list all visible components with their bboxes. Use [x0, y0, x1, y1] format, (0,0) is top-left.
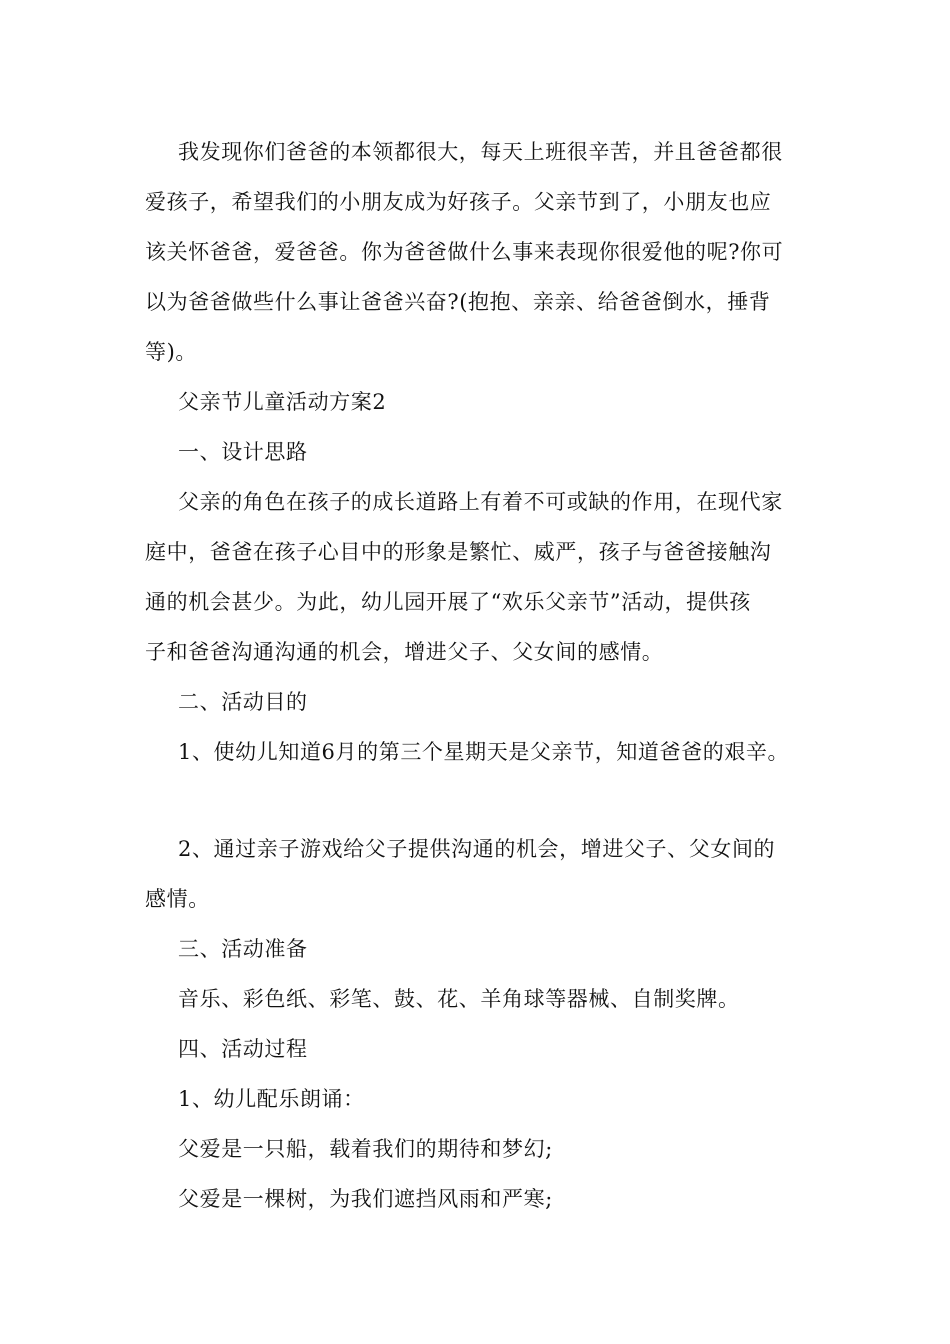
poem-line: 父爱是一棵树，为我们遮挡风雨和严寒; [178, 1187, 553, 1211]
paragraph-line: 庭中，爸爸在孩子心目中的形象是繁忙、威严，孩子与爸爸接触沟 [145, 540, 772, 564]
section-heading: 四、活动过程 [178, 1037, 308, 1061]
section-heading: 三、活动准备 [178, 937, 308, 961]
list-item: 1、使幼儿知道6月的第三个星期天是父亲节，知道爸爸的艰辛。 [178, 740, 790, 764]
paragraph-line: 爱孩子，希望我们的小朋友成为好孩子。父亲节到了，小朋友也应 [145, 190, 772, 214]
list-item: 2、通过亲子游戏给父子提供沟通的机会，增进父子、父女间的 [178, 837, 776, 861]
paragraph-line: 该关怀爸爸，爱爸爸。你为爸爸做什么事来表现你很爱他的呢?你可 [145, 240, 784, 264]
list-item: 1、幼儿配乐朗诵： [178, 1087, 365, 1111]
paragraph-line: 以为爸爸做些什么事让爸爸兴奋?(抱抱、亲亲、给爸爸倒水，捶背 [145, 290, 771, 314]
section-title: 父亲节儿童活动方案2 [178, 390, 387, 414]
paragraph-line: 等)。 [145, 340, 197, 364]
section-heading: 一、设计思路 [178, 440, 308, 464]
paragraph-line: 子和爸爸沟通沟通的机会，增进父子、父女间的感情。 [145, 640, 664, 664]
paragraph-line: 我发现你们爸爸的本领都很大，每天上班很辛苦，并且爸爸都很 [178, 140, 783, 164]
paragraph-line: 父亲的角色在孩子的成长道路上有着不可或缺的作用，在现代家 [178, 490, 783, 514]
paragraph-line: 音乐、彩色纸、彩笔、鼓、花、羊角球等器械、自制奖牌。 [178, 987, 740, 1011]
paragraph-line: 通的机会甚少。为此，幼儿园开展了“欢乐父亲节”活动，提供孩 [145, 590, 751, 614]
list-item-continuation: 感情。 [145, 887, 210, 911]
poem-line: 父爱是一只船，载着我们的期待和梦幻; [178, 1137, 553, 1161]
section-heading: 二、活动目的 [178, 690, 308, 714]
